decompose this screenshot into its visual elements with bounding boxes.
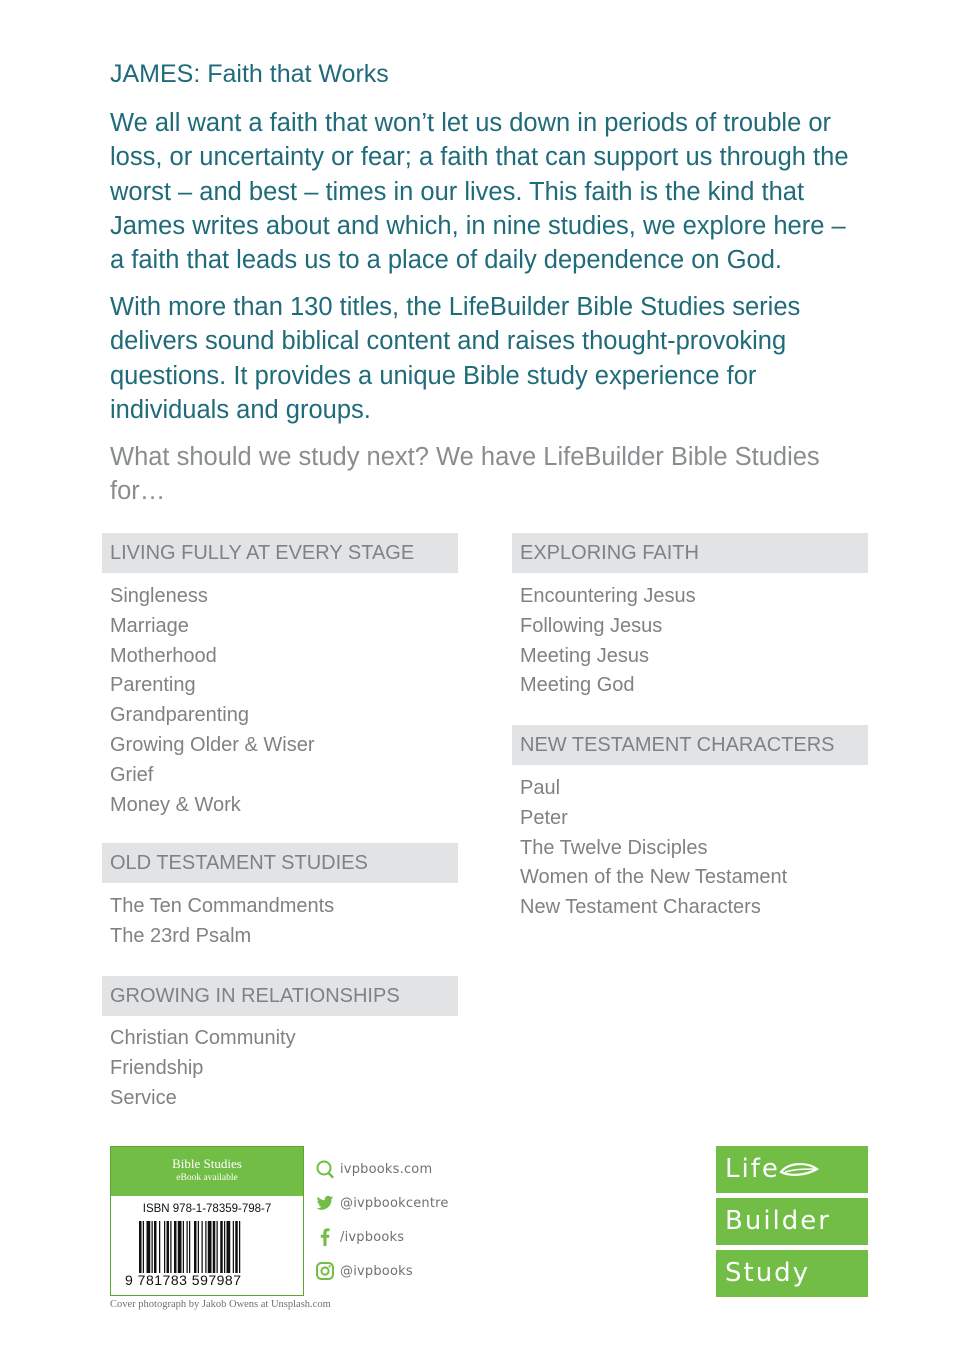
list-item: Parenting	[110, 674, 196, 697]
barcode-digits: 9 781783 597987	[125, 1272, 242, 1288]
banner-title: Bible Studies	[172, 1156, 242, 1171]
next-study-paragraph: What should we study next? We have LifeBuilder Bible Studies for…	[110, 443, 820, 506]
social-facebook[interactable]	[315, 1226, 404, 1248]
category-list-relationships	[110, 1024, 296, 1113]
social-label: /ivpbooks	[340, 1229, 405, 1245]
twitter-icon	[315, 1193, 335, 1213]
logo-text-life: Life	[725, 1154, 780, 1184]
category-header-old-testament: OLD TESTAMENT STUDIES	[102, 843, 458, 883]
list-item: New Testament Characters	[520, 896, 761, 919]
isbn-text: ISBN 978-1-78359-798-7	[142, 1203, 272, 1215]
logo-builder: Builder	[716, 1198, 868, 1245]
banner-subtitle: eBook available	[176, 1173, 238, 1183]
description-paragraph: We all want a faith that won’t let us down in periods of trouble or loss, or uncertainty or fear; a faith that can support us through the worst – and best – times in our lives. This faith is the kind that James writes about and which, in nine studies, we explore here – a faith that leads us to a place of daily dependence on God.	[110, 109, 849, 275]
social-label: @ivpbooks	[340, 1263, 413, 1279]
category-header-relationships: GROWING IN RELATIONSHIPS	[102, 976, 458, 1016]
list-item: Singleness	[110, 585, 208, 607]
category-header-exploring: EXPLORING FAITH	[512, 533, 868, 573]
list-item: Friendship	[110, 1056, 204, 1079]
social-label: ivpbooks.com	[340, 1161, 433, 1177]
list-item: The Twelve Disciples	[520, 836, 708, 859]
category-list-living	[110, 582, 315, 820]
list-item: Following Jesus	[520, 614, 663, 637]
list-item: Growing Older & Wiser	[110, 733, 315, 756]
social-label: @ivpbookcentre	[340, 1195, 449, 1211]
list-item: Grandparenting	[110, 704, 249, 727]
search-icon	[315, 1159, 335, 1179]
logo-life	[716, 1146, 868, 1193]
facebook-icon	[315, 1227, 335, 1247]
category-list-exploring	[520, 582, 696, 701]
book-title: JAMES: Faith that Works	[110, 60, 389, 88]
list-item: Encountering Jesus	[520, 585, 696, 607]
list-item: The 23rd Psalm	[110, 924, 252, 947]
photo-credit: Cover photograph by Jakob Owens at Unsplash.com	[110, 1299, 331, 1310]
social-website[interactable]	[315, 1158, 432, 1180]
instagram-icon	[315, 1261, 335, 1281]
social-instagram[interactable]	[315, 1260, 413, 1282]
barcode-box	[110, 1146, 304, 1296]
category-header-living: LIVING FULLY AT EVERY STAGE	[102, 533, 458, 573]
list-item: Grief	[110, 763, 154, 786]
list-item: Meeting God	[520, 674, 635, 697]
series-paragraph: With more than 130 titles, the LifeBuilder Bible Studies series delivers sound biblical content and raises thought-provoking questions. It provides a unique Bible study experience for individuals and groups.	[110, 293, 801, 424]
list-item: Money & Work	[110, 793, 241, 816]
social-twitter[interactable]	[315, 1192, 449, 1214]
list-item: Peter	[520, 806, 568, 829]
list-item: Christian Community	[110, 1027, 296, 1049]
category-header-new-testament: NEW TESTAMENT CHARACTERS	[512, 725, 868, 765]
list-item: Women of the New Testament	[520, 866, 788, 889]
ebook-banner	[111, 1147, 303, 1196]
list-item: Meeting Jesus	[520, 644, 649, 667]
barcode-image	[139, 1221, 279, 1273]
list-item: Marriage	[110, 614, 189, 637]
list-item: Motherhood	[110, 644, 217, 667]
list-item: The Ten Commandments	[110, 895, 335, 917]
list-item: Service	[110, 1086, 177, 1109]
leaf-icon	[779, 1160, 819, 1180]
logo-study: Study	[716, 1250, 868, 1297]
category-list-new-testament	[520, 774, 787, 923]
list-item: Paul	[520, 777, 561, 799]
category-list-old-testament	[110, 892, 334, 952]
